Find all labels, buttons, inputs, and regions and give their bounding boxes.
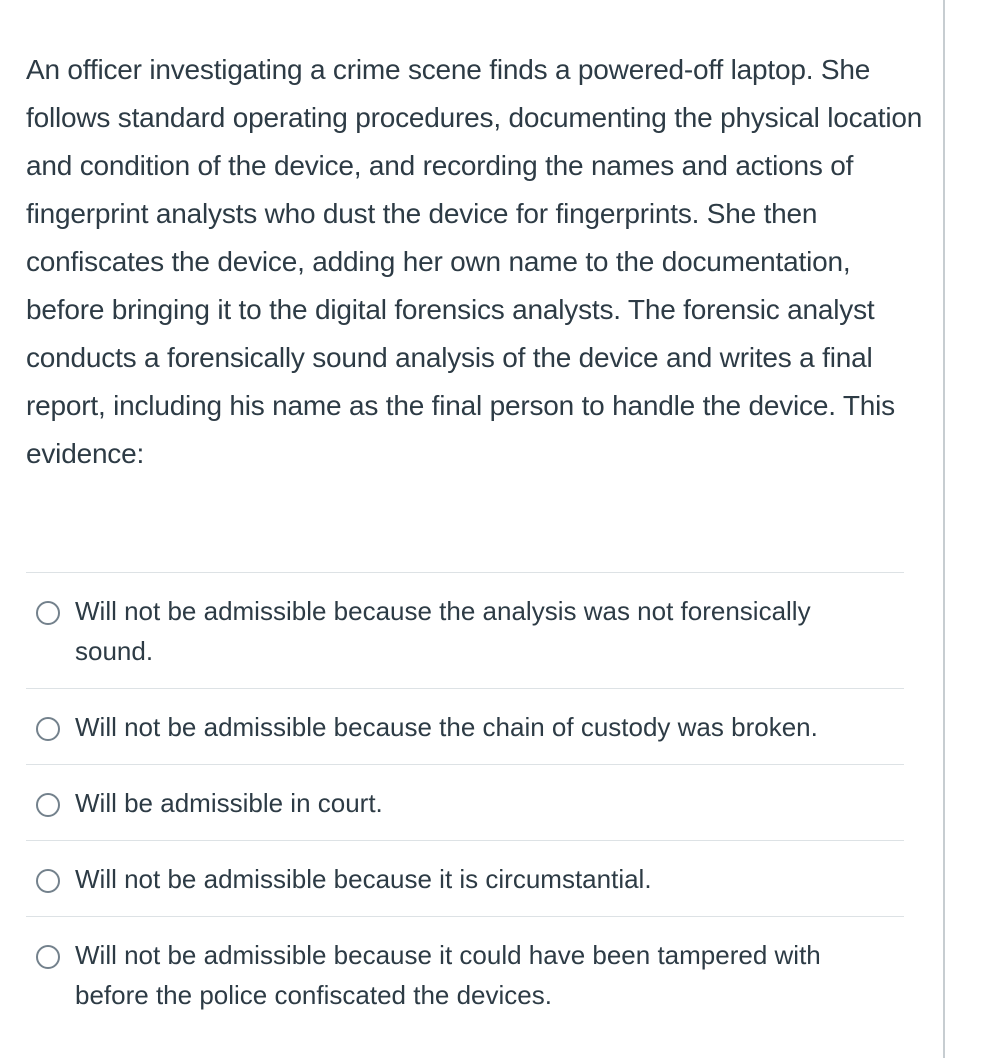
panel-right-border [943,0,945,1058]
radio-unchecked-icon[interactable] [36,793,60,817]
radio-unchecked-icon[interactable] [36,869,60,893]
answer-option-5[interactable] [26,916,904,1032]
answer-label: Will not be admissible because it could have been tampered with before the police confiscated the devices. [75,940,821,1010]
radio-unchecked-icon[interactable] [36,717,60,741]
answer-label: Will not be admissible because the analysis was not forensically sound. [75,596,811,666]
radio-unchecked-icon[interactable] [36,945,60,969]
question-text: An officer investigating a crime scene finds a powered-off laptop. She follows standard operating procedures, documenting the physical location and condition of the device, and recording the names and actions of fingerprint analysts who dust the device for fingerprints. She then confiscates the device, adding her own name to the documentation, before bringing it to the digital forensics analysts. The forensic analyst conducts a forensically sound analysis of the device and writes a final report, including his name as the final person to handle the device. This evidence: [26,54,923,469]
answer-label: Will not be admissible because the chain of custody was broken. [75,712,818,742]
answer-option-1[interactable] [26,572,904,688]
answer-label: Will be admissible in court. [75,788,383,818]
answer-list [26,572,904,1032]
answer-option-4[interactable] [26,840,904,916]
answer-option-2[interactable] [26,688,904,764]
radio-unchecked-icon[interactable] [36,601,60,625]
answer-label: Will not be admissible because it is circumstantial. [75,864,652,894]
answer-option-3[interactable] [26,764,904,840]
